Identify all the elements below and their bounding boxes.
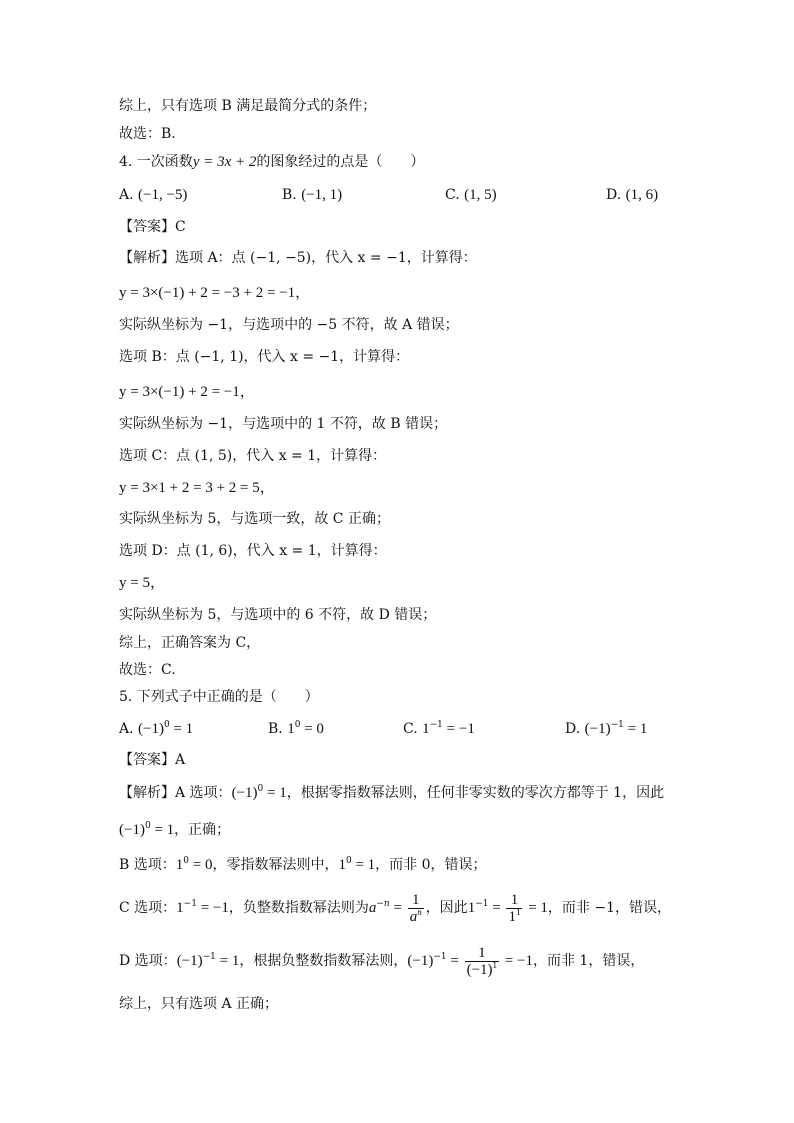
q4-option-a-value: (−1, −5) <box>138 187 188 203</box>
q5-option-b-label: B. <box>268 721 283 737</box>
q5-a-exp: 0 <box>257 784 264 794</box>
q5-option-a-exp: 0 <box>163 720 170 730</box>
q4-explain-line: 【解析】选项 A：点 (−1, −5)，代入 x = −1，计算得： <box>119 250 477 266</box>
q4-option-b <box>282 185 342 205</box>
q5-c-rule: ，负整数指数幂法则为 <box>228 900 369 916</box>
q4-option-d-value: (1, 6) <box>625 187 659 203</box>
q5-d-exp: −1 <box>202 952 216 962</box>
q5-option-b-base: 1 <box>287 721 295 737</box>
q5-b-exp2: 0 <box>345 856 352 866</box>
q4-explain-line: 选项 D：点 (1, 6)，代入 x = 1，计算得： <box>119 543 387 559</box>
q5-c-prefix: C 选项： <box>119 900 177 916</box>
q5-explain-d: D 选项：$(-1)^{-1} = 1$，根据负整数指数幂法则，$(-1)^{-1}$ = $\frac{1}{(-1)^1}$ = −1，而非 1，错误， <box>119 944 645 978</box>
q5-a-tail: ，根据零指数幂法则，任何非零实数的零次方都等于 1，因此 <box>286 785 665 801</box>
q5-option-d-base: (−1) <box>584 721 611 737</box>
q4-option-c-value: (1, 5) <box>464 187 497 203</box>
q5-option-d <box>565 719 647 739</box>
q4-explain-line: y = 5， <box>119 575 165 591</box>
q5-a2-rest: = 1 <box>150 822 175 838</box>
q4-stem-prefix: 4. 一次函数 <box>119 154 193 170</box>
q4-explain-line: y = 3×(−1) + 2 = −3 + 2 = −1， <box>119 285 311 301</box>
q4-explain-line: 实际纵坐标为 −1，与选项中的 1 不符，故 B 错误； <box>119 416 448 432</box>
q5-a2-exp: 0 <box>144 821 151 831</box>
q5-b-base2: 1 <box>338 857 346 873</box>
q4-option-b-value: (−1, 1) <box>301 187 343 203</box>
q5-explain-b <box>119 855 487 875</box>
q5-d-prefix: D 选项： <box>119 953 177 969</box>
q5-d-rest: = 1 <box>215 953 240 969</box>
q5-option-d-rest: = 1 <box>623 721 648 737</box>
q5-a2-base: (−1) <box>119 822 145 838</box>
q4-stem-suffix: 的图象经过的点是（ ） <box>256 154 425 170</box>
q5-a2-tail: ，正确； <box>174 822 231 838</box>
q5-stem: 5. 下列式子中正确的是（ ） <box>119 689 319 705</box>
q4-option-c-label: C. <box>445 187 460 203</box>
q4-explain-line: 故选：C. <box>119 662 176 678</box>
q5-b-exp: 0 <box>183 856 189 866</box>
q4-explain-line: 综上，正确答案为 C， <box>119 635 261 651</box>
q5-a-prefix: 【解析】A 选项： <box>119 785 232 801</box>
q4-option-a <box>119 185 187 205</box>
q4-option-d <box>606 185 658 205</box>
q4-explain-line: 实际纵坐标为 −1，与选项中的 −5 不符，故 A 错误； <box>119 317 459 333</box>
q4-function: y = 3x + 2 <box>192 154 257 170</box>
q5-d-tail: ，而非 1，错误， <box>532 953 645 969</box>
q5-d-rule: ，根据负整数指数幂法则， <box>239 953 408 969</box>
q3-choose: 故选：B. <box>119 126 176 142</box>
q5-option-c <box>403 719 475 739</box>
q5-explain-a1 <box>119 783 664 803</box>
q5-option-a-base: (−1) <box>138 721 164 737</box>
q4-explain-line: 实际纵坐标为 5，与选项一致，故 C 正确； <box>119 511 390 527</box>
q5-summary: 综上，只有选项 A 正确； <box>119 996 279 1012</box>
q5-option-c-exp: −1 <box>429 720 443 730</box>
q4-explain-line: 选项 B：点 (−1, 1)，代入 x = −1，计算得： <box>119 349 410 365</box>
q5-b-mid: ，零指数幂法则中， <box>212 857 339 873</box>
q5-c-exp: −1 <box>183 899 197 909</box>
q5-b-rest: = 0 <box>188 857 213 873</box>
q5-b-base: 1 <box>175 857 184 873</box>
q5-d-base: (−1) <box>176 953 203 969</box>
q4-answer: 【答案】C <box>119 219 186 235</box>
q5-c-so: ，因此 <box>425 900 468 916</box>
q4-explain-line: y = 3×1 + 2 = 3 + 2 = 5， <box>119 480 275 496</box>
q5-b-rest2: = 1 <box>351 857 376 873</box>
q3-summary: 综上，只有选项 B 满足最简分式的条件； <box>119 98 377 114</box>
q5-option-c-base: 1 <box>422 721 430 737</box>
q4-explain-line: y = 3×(−1) + 2 = −1， <box>119 384 255 400</box>
q4-stem <box>119 152 424 172</box>
q5-explain-c: C 选项：$1^{-1} = -1$，负整数指数幂法则为$a^{-n}$ = $\frac{1}{a^n}$ ，因此$1^{-1}$ = $\frac{1}{1^1}$ = 1，而非 −1，错误， <box>119 891 671 925</box>
q4-option-b-label: B. <box>282 187 297 203</box>
q5-option-a <box>119 719 193 739</box>
q5-option-c-label: C. <box>403 721 418 737</box>
q5-option-a-rest: = 1 <box>169 721 194 737</box>
q5-a-rest: = 1 <box>263 785 287 801</box>
q4-explain-line: 选项 C：点 (1, 5)，代入 x = 1，计算得： <box>119 448 387 464</box>
q5-a-base: (−1) <box>231 785 258 801</box>
q5-option-b-rest: = 0 <box>300 721 324 737</box>
q5-answer: 【答案】A <box>119 752 186 768</box>
q5-option-c-rest: = −1 <box>442 721 475 737</box>
q5-b-prefix: B 选项： <box>119 857 176 873</box>
q5-explain-a2 <box>119 820 230 840</box>
q5-b-tail: ，而非 0，错误； <box>375 857 487 873</box>
q4-option-d-label: D. <box>606 187 622 203</box>
q5-c-tail: ，而非 −1，错误， <box>547 900 671 916</box>
q5-option-d-exp: −1 <box>610 720 624 730</box>
q4-option-c <box>445 185 497 205</box>
q5-option-b <box>268 719 324 739</box>
q5-option-d-label: D. <box>565 721 581 737</box>
q4-option-a-label: A. <box>119 187 134 203</box>
q5-option-b-exp: 0 <box>294 720 301 730</box>
q5-c-base: 1 <box>176 900 184 916</box>
q5-option-a-label: A. <box>119 721 134 737</box>
q4-explain-line: 实际纵坐标为 5，与选项中的 6 不符，故 D 错误； <box>119 607 437 623</box>
q5-c-rest: = −1 <box>196 900 229 916</box>
